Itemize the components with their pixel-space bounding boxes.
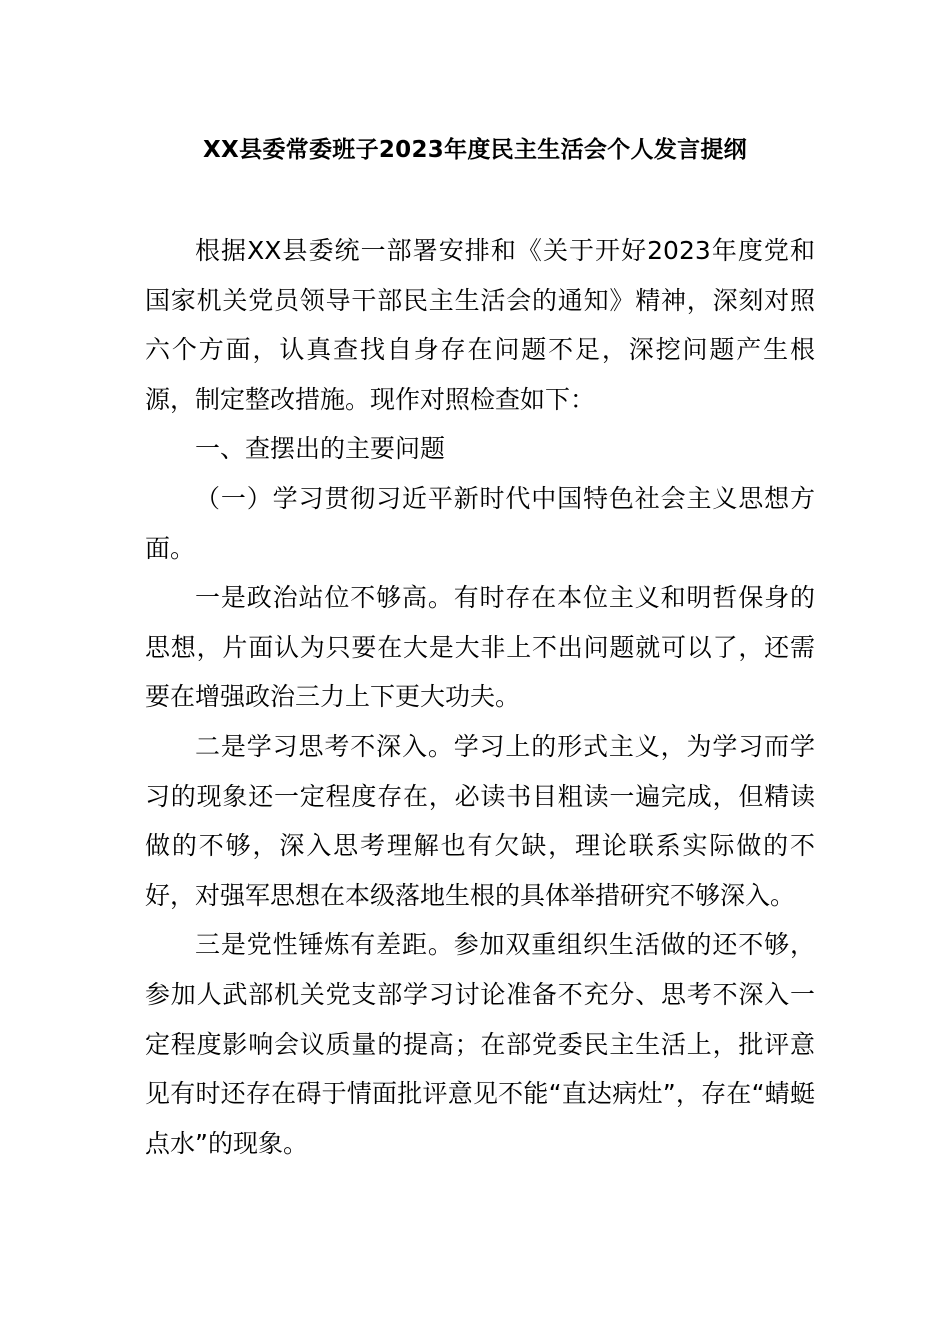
paragraph-point-three: 三是党性锤炼有差距。参加双重组织生活做的还不够，参加人武部机关党支部学习讨论准备不充分、思考不深入一定程度影响会议质量的提高；在部党委民主生活上，批评意见有时还存在碍于情面批评意见不能“直达病灶”，存在“蜻蜓点水”的现象。 — [145, 930, 815, 1158]
subsection-heading-study: （一）学习贯彻习近平新时代中国特色社会主义思想方面。 — [145, 483, 815, 563]
section-heading-main-problems: 一、查摆出的主要问题 — [195, 434, 446, 464]
document-title: XX县委常委班子2023年度民主生活会个人发言提纲 — [203, 137, 747, 163]
paragraph-intro: 根据XX县委统一部署安排和《关于开好2023年度党和国家机关党员领导干部民主生活会的通知》精神，深刻对照六个方面，认真查找自身存在问题不足，深挖问题产生根源，制定整改措施。现作对照检查如下： — [145, 236, 815, 414]
paragraph-point-one: 一是政治站位不够高。有时存在本位主义和明哲保身的思想，片面认为只要在大是大非上不出问题就可以了，还需要在增强政治三力上下更大功夫。 — [145, 583, 815, 712]
document-body — [145, 226, 815, 1168]
paragraph-point-two: 二是学习思考不深入。学习上的形式主义，为学习而学习的现象还一定程度存在，必读书目粗读一遍完成，但精读做的不够，深入思考理解也有欠缺，理论联系实际做的不好，对强军思想在本级落地生根的具体举措研究不够深入。 — [145, 731, 815, 910]
